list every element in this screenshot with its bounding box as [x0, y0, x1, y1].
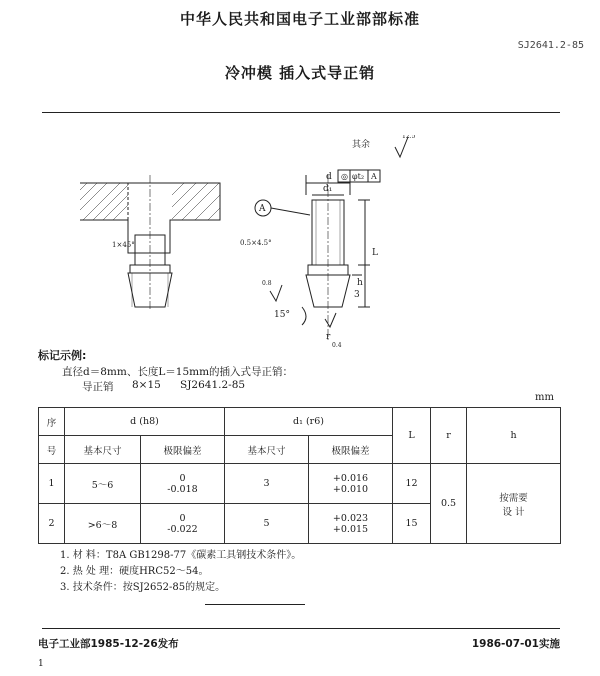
table-unit: mm [535, 392, 554, 403]
row2-L: 15 [393, 504, 431, 544]
dim-3-label: 3 [354, 290, 360, 300]
note-2-num: 2. [60, 566, 70, 577]
row2-d-basic: >6～8 [65, 504, 141, 544]
row1-d-dev-upper: 0 [179, 472, 186, 484]
page-number: 1 [38, 659, 44, 669]
tolerance-datum: A [371, 172, 377, 181]
row2-d1-dev-lower: +0.015 [332, 523, 369, 535]
header-d-deviation: 极限偏差 [141, 436, 225, 464]
header-seq-bottom: 号 [39, 436, 65, 464]
row1-d1-deviation [309, 464, 393, 504]
note-2 [60, 562, 208, 577]
shared-h-line2: 设 计 [502, 506, 525, 518]
dim-d1-label: d₁ [323, 184, 333, 194]
example-line-2-name: 导正销 [82, 381, 114, 393]
dim-d-label: d [326, 172, 332, 182]
datum-a-label: A [259, 204, 266, 214]
note-1-num: 1. [60, 550, 70, 561]
note-3-text: 技术条件：按SJ2652-85的规定。 [72, 582, 226, 593]
effective-date: 1986-07-01实施 [471, 638, 560, 650]
tolerance-value: φt₂ [352, 172, 365, 181]
note-1-text: 材 料：T8A GB1298-77《碳素工具钢技术条件》。 [72, 550, 302, 561]
example-line-1: 直径d＝8mm、长度L＝15mm的插入式导正销： [62, 366, 294, 378]
header-h: h [467, 408, 561, 464]
shared-r: 0.5 [431, 464, 467, 544]
title-rule [42, 112, 560, 113]
header-d1-deviation: 极限偏差 [309, 436, 393, 464]
row1-d1-dev-upper: +0.016 [332, 472, 369, 484]
chamfer-top-label: 0.5×4.5° [240, 239, 272, 247]
header-d-group: d (h8) [65, 408, 225, 436]
example-heading: 标记示例: [38, 349, 87, 362]
row2-d1-dev-upper: +0.023 [332, 512, 369, 524]
note-3 [60, 578, 225, 593]
header-L: L [393, 408, 431, 464]
angle-15-label: 15° [274, 310, 290, 320]
row1-d-basic: 5～6 [65, 464, 141, 504]
assembly-view [80, 175, 220, 310]
footer-rule [42, 628, 560, 629]
radius-r-label: r [326, 332, 331, 342]
row2-d-dev-lower: -0.022 [167, 523, 198, 535]
document-title: 冷冲模 插入式导正销 [224, 64, 376, 82]
row1-d-dev-lower: -0.018 [167, 483, 198, 495]
header-seq-top: 序 [39, 408, 65, 436]
row1-L: 12 [393, 464, 431, 504]
roughness-note-label: 其余 [352, 140, 371, 150]
example-line-2-std: SJ2641.2-85 [180, 379, 246, 391]
row1-seq: 1 [39, 464, 65, 504]
roughness-04-label: 0.4 [332, 342, 342, 349]
tolerance-symbol: ◎ [341, 172, 348, 181]
row1-d1-basic: 3 [225, 464, 309, 504]
note-3-num: 3. [60, 582, 70, 593]
end-rule [205, 604, 305, 605]
header-d-basic: 基本尺寸 [65, 436, 141, 464]
row1-d1-dev-lower: +0.010 [332, 483, 369, 495]
standard-number: SJ2641.2-85 [517, 40, 584, 51]
note-2-text: 热 处 理：硬度HRC52～54。 [72, 566, 209, 577]
shared-h-line1: 按需要 [499, 492, 528, 504]
header-d1-group: d₁ (r6) [225, 408, 393, 436]
row2-d-dev-upper: 0 [179, 512, 186, 524]
chamfer-left-label: 1×45° [112, 241, 135, 249]
row2-d1-basic: 5 [225, 504, 309, 544]
issued-date: 电子工业部1985-12-26发布 [38, 638, 179, 650]
dim-h-label: h [357, 278, 363, 288]
header-d1-basic: 基本尺寸 [225, 436, 309, 464]
table-row [39, 464, 561, 504]
roughness-08-label: 0.8 [262, 280, 272, 287]
roughness-general-value: 12.5 [402, 135, 416, 140]
standard-org-title: 中华人民共和国电子工业部部标准 [179, 10, 420, 28]
shared-h [467, 464, 561, 544]
row2-seq: 2 [39, 504, 65, 544]
dimension-table [38, 407, 561, 544]
note-1 [60, 546, 301, 561]
header-r: r [431, 408, 467, 464]
example-line-2-size: 8×15 [132, 379, 161, 391]
row1-d-deviation [141, 464, 225, 504]
technical-drawing [40, 135, 560, 350]
dim-L-label: L [372, 248, 378, 258]
row2-d-deviation [141, 504, 225, 544]
row2-d1-deviation [309, 504, 393, 544]
